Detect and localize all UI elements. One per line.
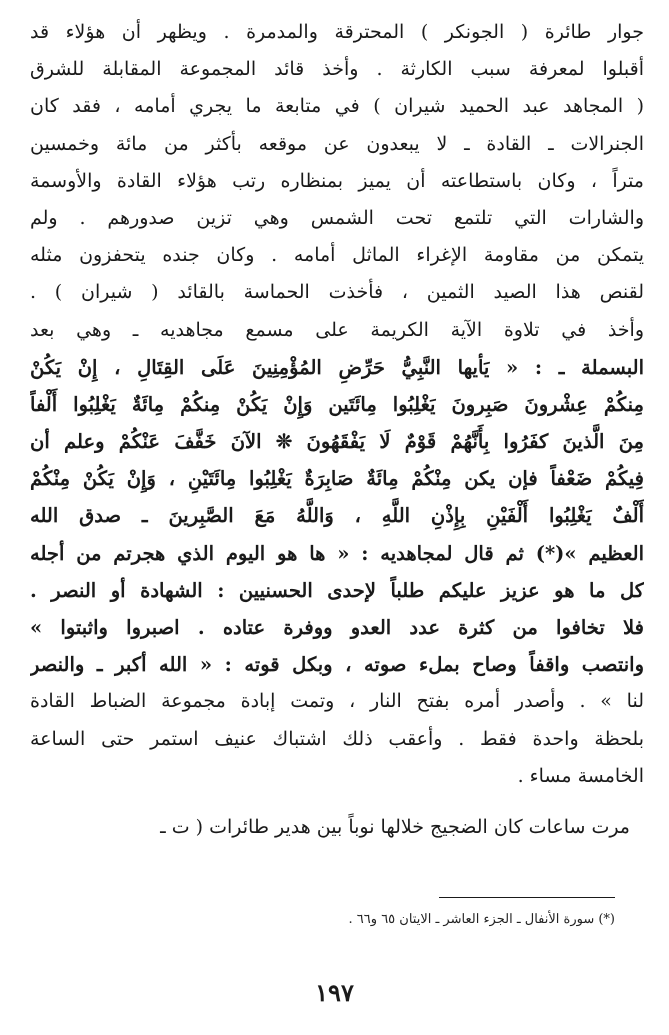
quran-verse-line-2: مِنكُمْ عِشْرونَ صَبِرونَ يَغْلِبُوا مِائَتَين وَإِنْ يَكُنْ مِنكُمْ مِائَةٌ يَغْلِبُوا أَلْفاً xyxy=(30,392,644,416)
quran-verse-line-4: فِيكُمْ ضَعْفاً فإن يكن مِنْكُمْ مِائَةٌ صَابِرَةٌ يَغْلِبُوا مِائَتَيْنِ ، وَإِنْ يَكُنْ مِنْكُمْ xyxy=(30,467,644,491)
text-line-8: لقنص هذا الصيد الثمين ، فأخذت الحماسة بالقائد ( شيران ) . xyxy=(30,281,644,304)
speech-line-2: كل ما هو عزيز عليكم طلباً لإحدى الحسنيين : الشهادة أو النصر . xyxy=(30,578,644,602)
text-line-21: الخامسة مساء . xyxy=(517,764,644,787)
footnote: (*) سورة الأنفال ـ الجزء العاشر ـ الايتان ٦٥ و٦٦ . xyxy=(348,912,615,927)
text-line-2: أقبلوا لمعرفة سبب الكارثة . وأخذ قائد المجموعة المقابلة للشرق xyxy=(30,58,644,81)
text-line-7: يتمكن من مقاومة الإغراء الماثل أمامه . وكان جنده يتحفزون مثله xyxy=(30,244,644,267)
text-line-4: الجنرالات ـ القادة ـ لا يبعدون عن موقعه بأكثر من مائة وخمسين xyxy=(30,132,644,155)
main-text-block xyxy=(30,14,644,846)
paragraph-start-line: مرت ساعات كان الضجيج خلالها نوباً بين هدير طائرات ( ت ـ xyxy=(160,815,630,838)
text-line-6: والشارات التي تلتمع تحت الشمس وهي تزين صدورهم . ولم xyxy=(30,206,644,229)
speech-line-4: وانتصب واقفاً وصاح بملء صوته ، وبكل قوته : « الله أكبر ـ والنصر xyxy=(30,653,644,677)
speech-line-3: فلا تخافوا من كثرة عدد العدو ووفرة عتاده . اصبروا واثبتوا » xyxy=(30,616,644,639)
text-line-5: متراً ، وكان باستطاعته أن يميز بمنظاره رتب هؤلاء القادة والأوسمة xyxy=(30,169,644,192)
page-number: ١٩٧ xyxy=(315,978,354,1007)
speech-line-1: العظيم »(*) ثم قال لمجاهديه : « ها هو اليوم الذي هجرتم من أجله xyxy=(30,541,644,565)
quran-verse-line-1: البسملة ـ : « يَأيها النَّبِيُّ حَرِّضِ المُؤْمِنِينَ عَلَى القِتَالِ ، إِنْ يَكُنْ xyxy=(30,355,644,379)
quran-verse-line-3: مِنَ الَّذينَ كفَرُوا بِأَنَّهُمْ قَوْمٌ لَا يَفْقَهُونَ ❊ الآنَ خَفَّفَ عَنْكُمْ وعلم أن xyxy=(30,430,644,454)
quran-verse-line-5: أَلْفٌ يَغْلِبُوا أَلْفَيْنِ بِإِذْنِ اللَّهِ ، وَاللَّهُ مَعَ الصَّبِرينَ ـ صدق الله xyxy=(30,504,644,528)
text-line-20: بلحظة واحدة فقط . وأعقب ذلك اشتباك عنيف استمر حتى الساعة xyxy=(30,727,644,750)
text-line-3: ( المجاهد عبد الحميد شيران ) في متابعة ما يجري أمامه ، فقد كان xyxy=(30,95,644,118)
text-line-9: وأخذ في تلاوة الآية الكريمة على مسمع مجاهديه ـ وهي بعد xyxy=(30,318,644,341)
text-line-1: جوار طائرة ( الجونكر ) المحترقة والمدمرة . ويظهر أن هؤلاء قد xyxy=(30,21,644,43)
footnote-divider xyxy=(439,897,615,898)
text-line-19: لنا » . وأصدر أمره بفتح النار ، وتمت إبادة مجموعة الضباط القادة xyxy=(30,690,644,713)
